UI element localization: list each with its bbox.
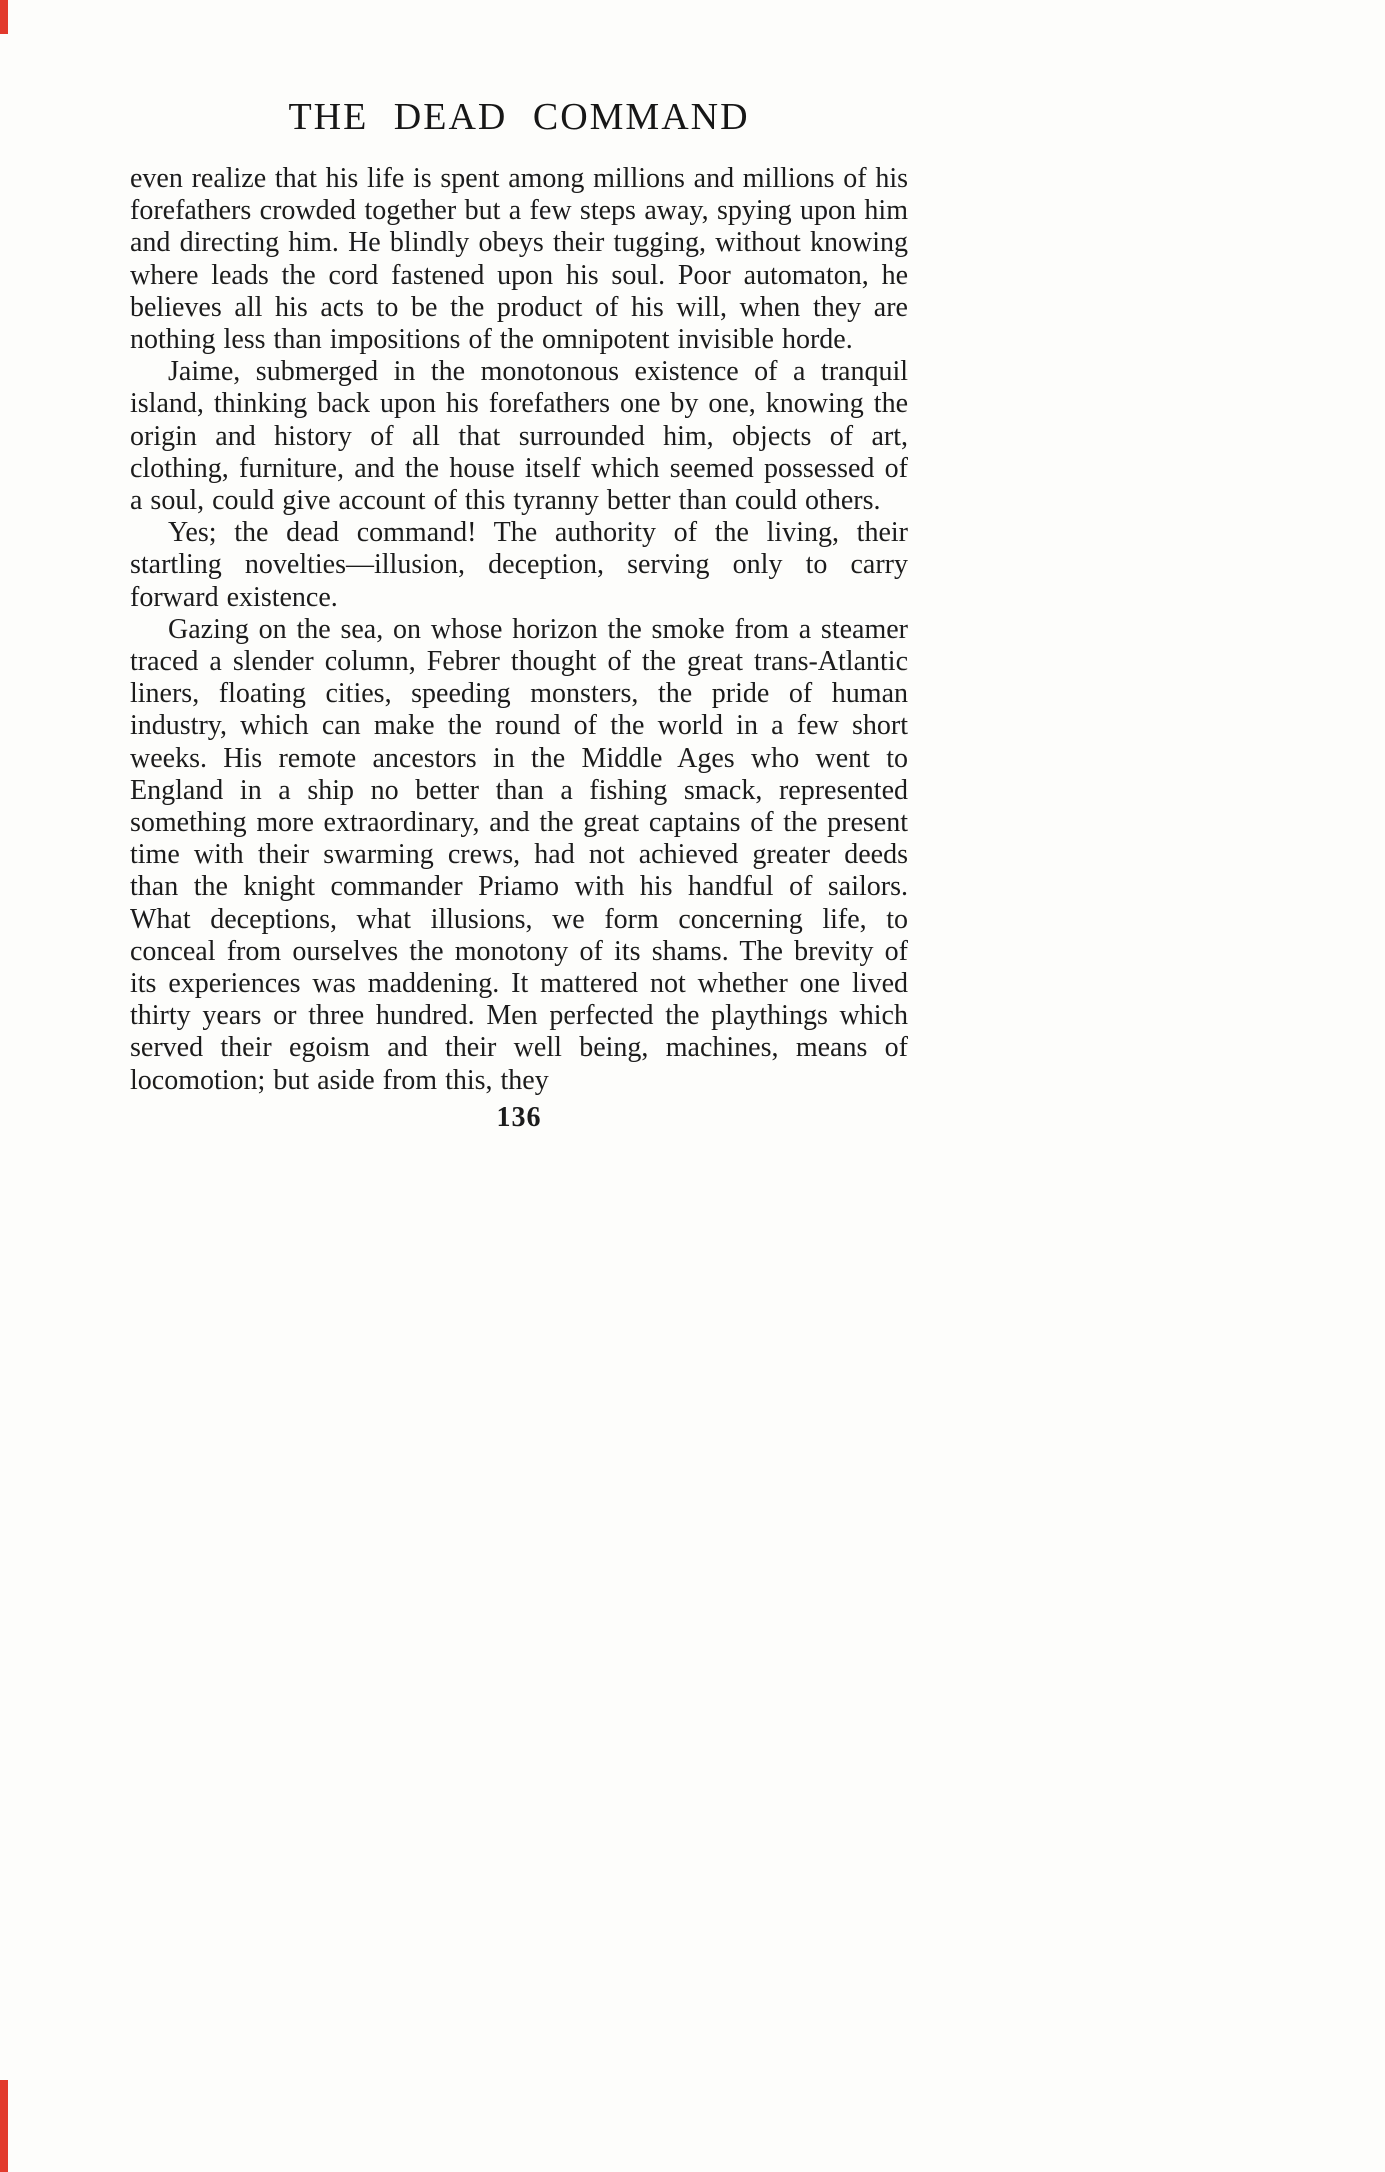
- scan-edge-artifact-bottom: [0, 2080, 8, 2172]
- running-head-title: THE DEAD COMMAND: [288, 96, 750, 138]
- body-paragraph-2: Jaime, submerged in the monotonous existence of a tranquil island, thinking back upon his forefathers one by one, knowing the origin and history of all that surrounded him, objects of art, clothing, furniture, and the house itself which seemed possessed of a soul, could give account of this tyranny better than could others.: [130, 356, 908, 517]
- page-number: 136: [496, 1101, 542, 1133]
- text-column: [130, 0, 908, 1134]
- body-paragraph-3: Yes; the dead command! The authority of the living, their startling novelties—illusion, deception, serving only to carry forward existence.: [130, 517, 908, 613]
- scan-edge-artifact-top: [0, 0, 8, 34]
- body-paragraph-4: Gazing on the sea, on whose horizon the smoke from a steamer traced a slender column, Febrer thought of the great trans-Atlantic liners, floating cities, speeding monsters, the pride of human industry, which can make the round of the world in a few short weeks. His remote ancestors in the Middle Ages who went to England in a ship no better than a fishing smack, represented something more extraordinary, and the great captains of the present time with their swarming crews, had not achieved greater deeds than the knight commander Priamo with his handful of sailors. What deceptions, what illusions, we form concerning life, to conceal from ourselves the monotony of its shams. The brevity of its experiences was maddening. It mattered not whether one lived thirty years or three hundred. Men perfected the playthings which served their egoism and their well being, machines, means of locomotion; but aside from this, they: [130, 613, 908, 1096]
- body-paragraph-1: even realize that his life is spent among millions and millions of his forefathers crowded together but a few steps away, spying upon him and directing him. He blindly obeys their tugging, without knowing where leads the cord fastened upon his soul. Poor automaton, he believes all his acts to be the product of his will, when they are nothing less than impositions of the omnipotent invisible horde.: [130, 163, 908, 356]
